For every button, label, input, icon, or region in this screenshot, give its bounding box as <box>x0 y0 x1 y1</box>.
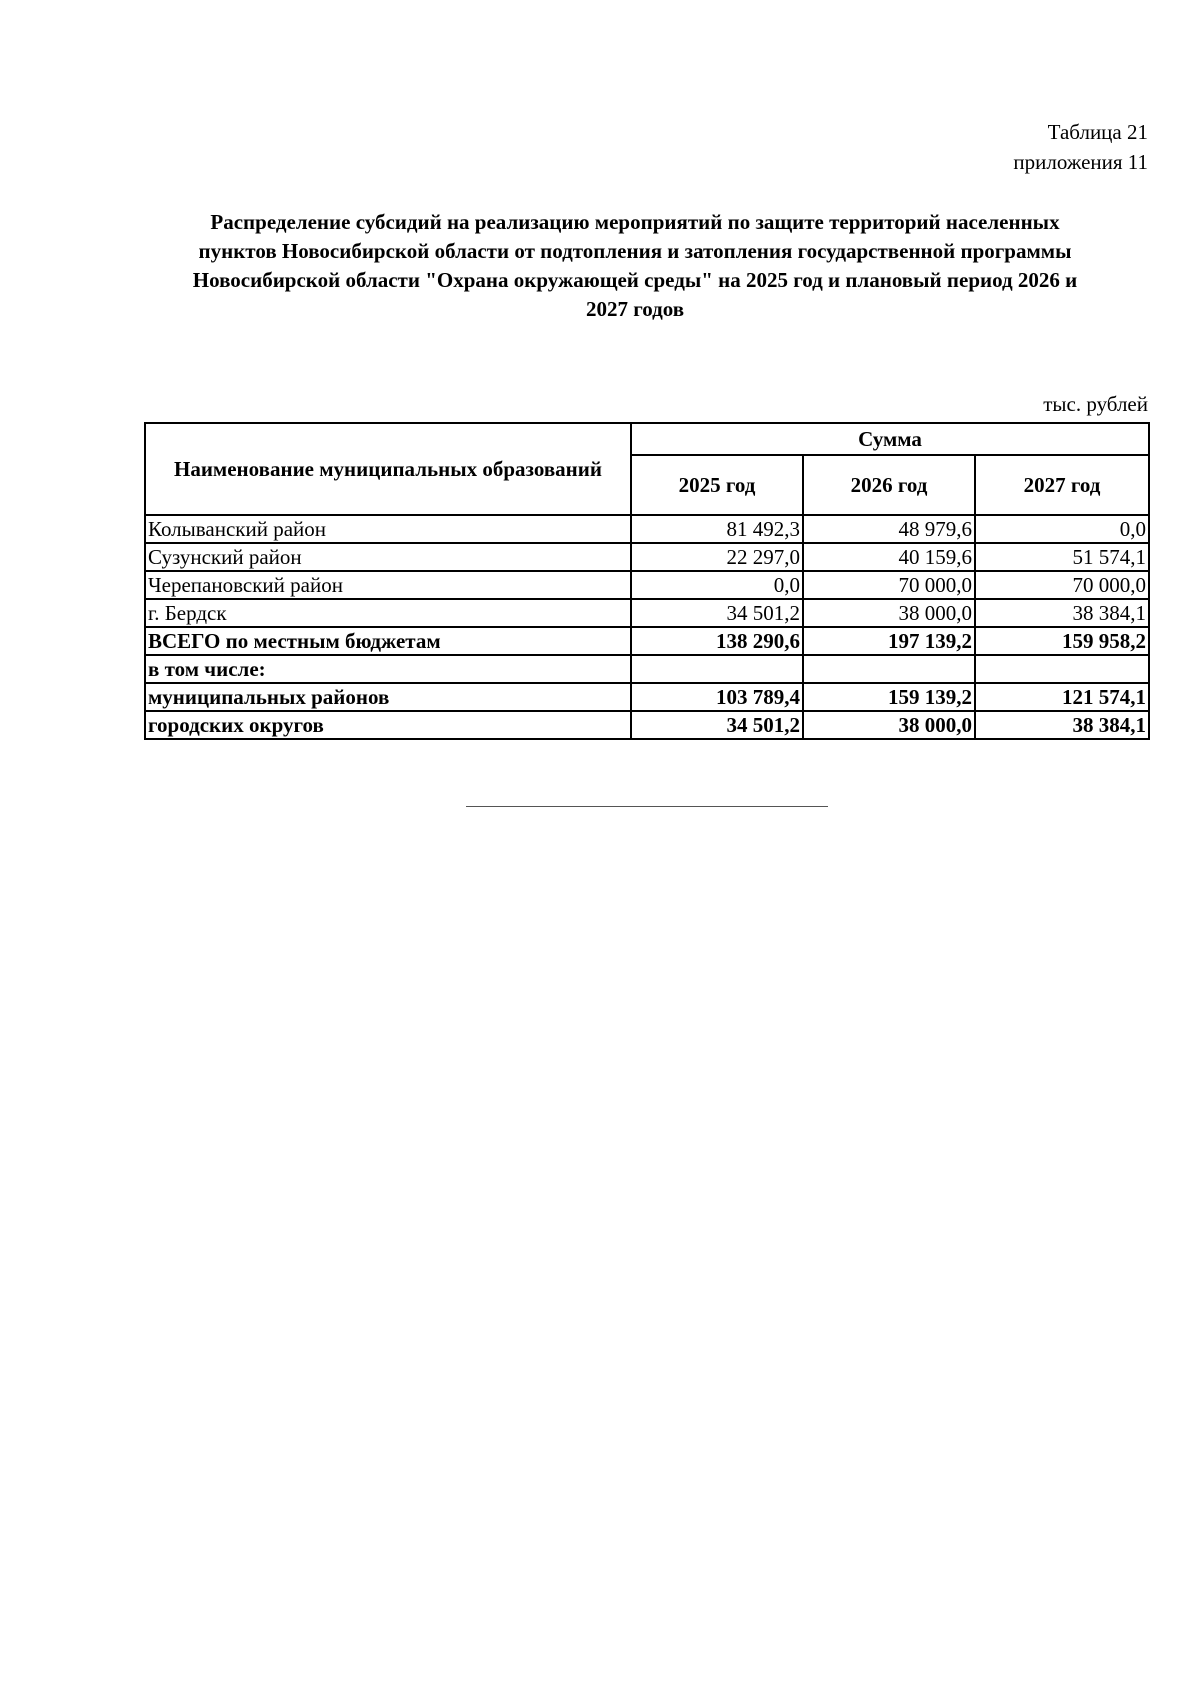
value-2027: 121 574,1 <box>975 683 1149 711</box>
value-2027: 0,0 <box>975 515 1149 543</box>
row-name: Колыванский район <box>145 515 631 543</box>
appendix-reference: приложения 11 <box>1013 150 1148 174</box>
total-row <box>145 627 1149 655</box>
units-label: тыс. рублей <box>1043 392 1148 416</box>
value-2025: 34 501,2 <box>631 711 803 739</box>
value-2025: 22 297,0 <box>631 543 803 571</box>
row-name: муниципальных районов <box>145 683 631 711</box>
row-name: городских округов <box>145 711 631 739</box>
title-line: пунктов Новосибирской области от подтопления и затопления государственной программы <box>198 239 1072 263</box>
table-number: Таблица 21 <box>1047 120 1148 144</box>
value-2026: 159 139,2 <box>803 683 975 711</box>
value-2026: 38 000,0 <box>803 599 975 627</box>
year-header-2025: 2025 год <box>631 455 803 515</box>
value-2027: 70 000,0 <box>975 571 1149 599</box>
title-line: Распределение субсидий на реализацию мероприятий по защите территорий населенных <box>210 210 1060 234</box>
year-header-2026: 2026 год <box>803 455 975 515</box>
subtotal-row <box>145 711 1149 739</box>
closing-divider <box>466 806 828 807</box>
year-header-2027: 2027 год <box>975 455 1149 515</box>
row-name: в том числе: <box>145 655 631 683</box>
value-2025: 81 492,3 <box>631 515 803 543</box>
table-reference <box>1013 117 1148 177</box>
value-2026 <box>803 655 975 683</box>
value-2027: 38 384,1 <box>975 711 1149 739</box>
row-name: Черепановский район <box>145 571 631 599</box>
title-line: Новосибирской области "Охрана окружающей среды" на 2025 год и плановый период 2026 и <box>192 268 1078 292</box>
subsidy-table <box>144 422 1150 740</box>
value-2025: 34 501,2 <box>631 599 803 627</box>
value-2026: 40 159,6 <box>803 543 975 571</box>
value-2027: 159 958,2 <box>975 627 1149 655</box>
row-name: ВСЕГО по местным бюджетам <box>145 627 631 655</box>
value-2026: 197 139,2 <box>803 627 975 655</box>
table-row <box>145 515 1149 543</box>
value-2025: 0,0 <box>631 571 803 599</box>
value-2027 <box>975 655 1149 683</box>
row-name: Сузунский район <box>145 543 631 571</box>
value-2027: 38 384,1 <box>975 599 1149 627</box>
table-row <box>145 599 1149 627</box>
sum-header: Сумма <box>631 423 1149 455</box>
table-row <box>145 543 1149 571</box>
value-2026: 70 000,0 <box>803 571 975 599</box>
subtotal-row <box>145 683 1149 711</box>
title-line: 2027 годов <box>585 297 685 321</box>
value-2026: 48 979,6 <box>803 515 975 543</box>
value-2025 <box>631 655 803 683</box>
value-2027: 51 574,1 <box>975 543 1149 571</box>
value-2026: 38 000,0 <box>803 711 975 739</box>
row-name: г. Бердск <box>145 599 631 627</box>
municipality-header: Наименование муниципальных образований <box>145 423 631 515</box>
document-title <box>140 208 1130 324</box>
subheading-row <box>145 655 1149 683</box>
table-row <box>145 571 1149 599</box>
value-2025: 103 789,4 <box>631 683 803 711</box>
value-2025: 138 290,6 <box>631 627 803 655</box>
